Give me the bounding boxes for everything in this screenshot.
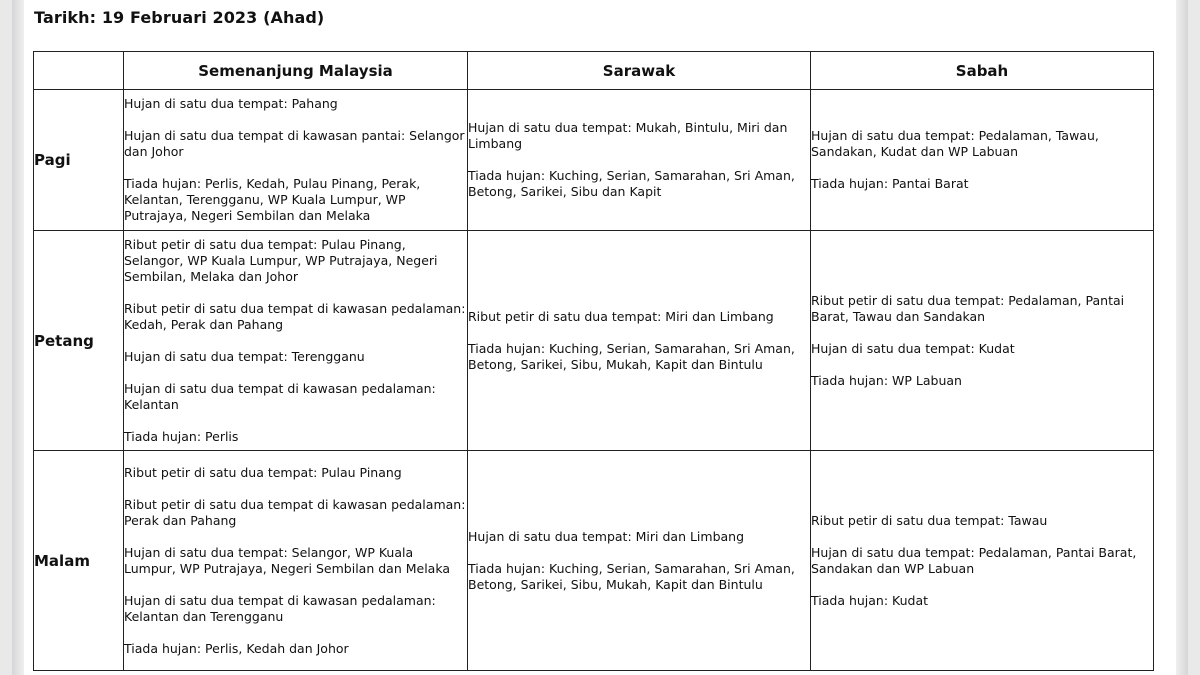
table-header-row xyxy=(34,52,1154,90)
forecast-text: Ribut petir di satu dua tempat: Pulau Pinang xyxy=(124,464,402,480)
forecast-text: Hujan di satu dua tempat di kawasan pantai: Selangor dan Johor xyxy=(124,128,465,159)
forecast-text: Ribut petir di satu dua tempat: Pulau Pinang, Selangor, WP Kuala Lumpur, WP Putrajaya, Negeri Sembilan, Melaka dan Johor xyxy=(124,236,438,284)
forecast-text: Hujan di satu dua tempat di kawasan pedalaman: Kelantan dan Terengganu xyxy=(124,592,436,624)
column-header-sabah: Sabah xyxy=(811,52,1154,90)
table-row-malam xyxy=(34,451,1154,671)
forecast-text: Tiada hujan: Kuching, Serian, Samarahan, Sri Aman, Betong, Sarikei, Sibu, Mukah, Kapit dan Bintulu xyxy=(468,560,795,592)
forecast-text: Hujan di satu dua tempat: Selangor, WP Kuala Lumpur, WP Putrajaya, Negeri Sembilan dan Melaka xyxy=(124,544,451,576)
forecast-text: Ribut petir di satu dua tempat: Pedalaman, Pantai Barat, Tawau dan Sandakan xyxy=(811,292,1125,324)
forecast-text: Hujan di satu dua tempat di kawasan pedalaman: Kelantan xyxy=(124,380,436,412)
row-label-petang: Petang xyxy=(34,231,124,451)
cell-malam-semenanjung xyxy=(124,451,468,671)
table-row-pagi xyxy=(34,90,1154,231)
forecast-text: Tiada hujan: Perlis, Kedah dan Johor xyxy=(124,640,349,656)
forecast-text: Hujan di satu dua tempat: Kudat xyxy=(811,340,1015,356)
forecast-text: Hujan di satu dua tempat: Pedalaman, Tawau, Sandakan, Kudat dan WP Labuan xyxy=(811,128,1099,159)
forecast-text: Ribut petir di satu dua tempat di kawasan pedalaman: Kedah, Perak dan Pahang xyxy=(124,300,466,332)
column-header-blank xyxy=(34,52,124,90)
forecast-text: Tiada hujan: Perlis, Kedah, Pulau Pinang, Perak, Kelantan, Terengganu, WP Kuala Lumpur, WP Putrajaya, Negeri Sembilan dan Melaka xyxy=(124,176,421,223)
cell-petang-sarawak xyxy=(468,231,811,451)
cell-pagi-semenanjung xyxy=(124,90,468,231)
row-label-malam: Malam xyxy=(34,451,124,671)
weather-forecast-table xyxy=(33,51,1154,671)
page-edge-shadow-right xyxy=(1176,0,1188,675)
table-row-petang xyxy=(34,231,1154,451)
forecast-text: Tiada hujan: Perlis xyxy=(124,428,239,444)
page-edge-shadow-left xyxy=(12,0,24,675)
cell-malam-sabah xyxy=(811,451,1154,671)
cell-petang-sabah xyxy=(811,231,1154,451)
cell-pagi-sabah xyxy=(811,90,1154,231)
forecast-text: Tiada hujan: Pantai Barat xyxy=(811,176,969,191)
forecast-text: Ribut petir di satu dua tempat: Miri dan Limbang xyxy=(468,308,774,324)
forecast-text: Hujan di satu dua tempat: Pedalaman, Pantai Barat, Sandakan dan WP Labuan xyxy=(811,544,1137,576)
forecast-text: Tiada hujan: Kuching, Serian, Samarahan, Sri Aman, Betong, Sarikei, Sibu dan Kapit xyxy=(468,168,795,199)
forecast-text: Hujan di satu dua tempat: Miri dan Limbang xyxy=(468,528,745,544)
forecast-text: Hujan di satu dua tempat: Pahang xyxy=(124,96,338,111)
forecast-text: Tiada hujan: Kudat xyxy=(811,592,929,608)
forecast-text: Tiada hujan: Kuching, Serian, Samarahan, Sri Aman, Betong, Sarikei, Sibu, Mukah, Kapit dan Bintulu xyxy=(468,340,795,372)
cell-malam-sarawak xyxy=(468,451,811,671)
forecast-text: Hujan di satu dua tempat: Mukah, Bintulu, Miri dan Limbang xyxy=(468,120,788,151)
page-title: Tarikh: 19 Februari 2023 (Ahad) xyxy=(34,8,325,27)
row-label-pagi: Pagi xyxy=(34,90,124,231)
cell-petang-semenanjung xyxy=(124,231,468,451)
column-header-sarawak: Sarawak xyxy=(468,52,811,90)
forecast-text: Hujan di satu dua tempat: Terengganu xyxy=(124,348,365,364)
forecast-text: Ribut petir di satu dua tempat di kawasan pedalaman: Perak dan Pahang xyxy=(124,496,466,528)
column-header-semenanjung: Semenanjung Malaysia xyxy=(124,52,468,90)
cell-pagi-sarawak xyxy=(468,90,811,231)
forecast-text: Ribut petir di satu dua tempat: Tawau xyxy=(811,512,1048,528)
forecast-text: Tiada hujan: WP Labuan xyxy=(811,372,962,388)
